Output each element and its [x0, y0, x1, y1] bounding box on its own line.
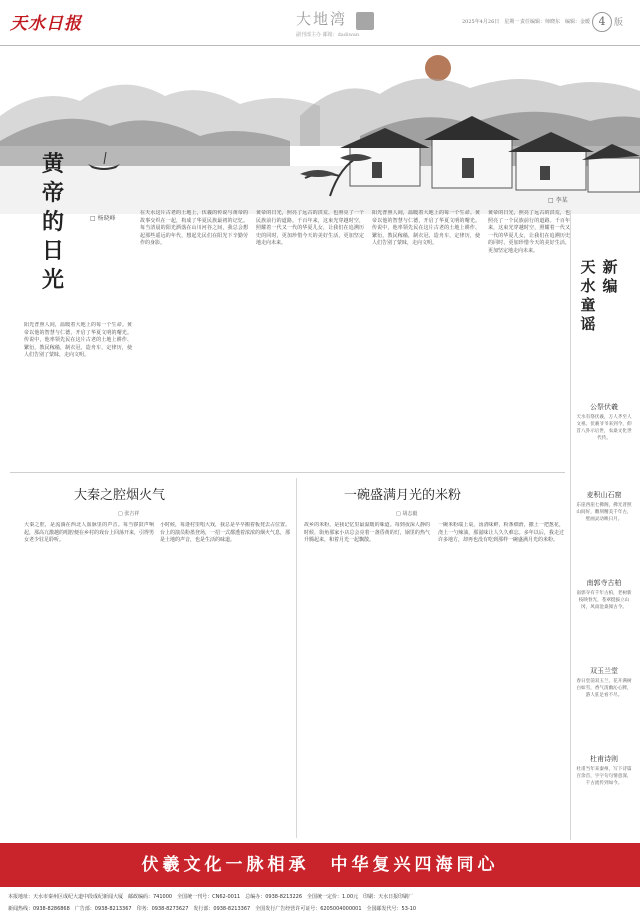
- paragraph: 大秦之腔，是流淌在西北人血脉里的声音。每当锣鼓声响起，那高亢激越的唱腔便在乡村的戏台上回荡开来，引得男女老少驻足聆听。: [24, 522, 154, 544]
- right-article-author: □ 李某: [548, 197, 568, 204]
- sidebar-poem: 天水有祭伏羲，万人齐至人文祖。伏羲爷爷来到今，仰首八卦示后世，农桑文化世代传。: [576, 415, 632, 441]
- main-article-title: 黄帝的日光: [41, 151, 64, 293]
- page-suffix: 版: [614, 18, 624, 28]
- footer-line-1: 本报地址：天水市秦州区成纪大道中段成纪新闻大厦 邮政编码：741000 全国统一刊号：CN62-0011 总编办：0938-8213226 全国统一定价：1.00元 印刷：天水日报印刷厂: [8, 894, 414, 900]
- landscape-drawing: [0, 46, 640, 214]
- main-article-body-col2: [140, 210, 248, 462]
- column-divider: [296, 478, 297, 838]
- sidebar-heading: 麦积山石窟: [586, 491, 622, 499]
- sidebar-poem: 南郭寺有千年古柏，老树新枝映春光，苍翠挺拔立山冈，风雨沧桑阅古今。: [576, 591, 632, 610]
- section-subtitle: 副刊部主办 邮箱：dadiwan: [296, 32, 360, 38]
- sidebar-rhymes: [576, 402, 636, 842]
- main-article-body-col3: [256, 210, 364, 462]
- paragraph: 阳光普照人间，温暖着大地上的每一个生命。黄帝以他的智慧与仁德，开启了华夏文明的曙光。传说中，他率领先民在这片古老的土地上耕作、繁衍，教民稼穑，制衣冠，造舟车，定律历，使人们告别了蒙昧，走向文明。: [24, 322, 132, 359]
- issue-date: 2025年4月26日 星期一: [462, 19, 520, 25]
- sub-article-2-col1: [304, 522, 430, 838]
- right-article-title-line2: 天水童谣: [580, 258, 596, 333]
- paragraph: 一碗米粉端上桌，汤清味鲜，粉条细滑，撒上一把葱花，浇上一勺辣油，那滋味让人久久难忘。多年以后，我走过许多地方，却再也没有吃到那样一碗盛满月光的米粉。: [438, 522, 564, 544]
- sidebar-heading: 双玉兰堂: [590, 667, 618, 675]
- paragraph: 小时候，每逢村里唱大戏，我总是早早搬着板凳去占位置。台上的演员粉墨登场，一招一式都透着浓浓的烟火气息，那是土地的声音，也是生活的味道。: [160, 522, 290, 544]
- masthead: [0, 0, 640, 46]
- sidebar-divider: [570, 210, 571, 840]
- sub-article-1-title: 大秦之腔烟火气: [74, 488, 166, 503]
- footer: [0, 887, 640, 918]
- paper-name: 天水日报: [10, 14, 82, 34]
- section-logo-icon: [356, 12, 374, 30]
- sub-article-2-col2: [438, 522, 564, 838]
- main-article-body-col4: [372, 210, 480, 462]
- section-name: 大地湾: [296, 10, 348, 28]
- sub-article-2-title: 一碗盛满月光的米粉: [344, 488, 462, 503]
- sub-article-1-col2: [160, 522, 290, 838]
- section-divider: [10, 472, 565, 473]
- sidebar-heading: 公祭伏羲: [590, 403, 618, 411]
- main-article-body-col1: [24, 322, 132, 462]
- page-number: 4: [592, 12, 612, 32]
- paragraph: 阳光普照人间，温暖着大地上的每一个生命。黄帝以他的智慧与仁德，开启了华夏文明的曙光。传说中，他率领先民在这片古老的土地上耕作、繁衍，教民稼穑，制衣冠，造舟车，定律历，使人们告别了蒙昧，走向文明。: [372, 210, 480, 247]
- right-article-body: [488, 210, 570, 462]
- right-article-title-line1: 新编: [602, 258, 618, 295]
- sidebar-heading: 杜甫诗则: [590, 755, 618, 763]
- paragraph: 黄帝的日光，照亮了远古的洪荒，也照亮了一个民族前行的道路。千百年来，这束光穿越时空，照耀着一代又一代的华夏儿女，让我们在追溯历史的同时，更加珍惜今天的美好生活，更加坚定地走向未来。: [256, 210, 364, 247]
- paragraph: 在天水这片古老的土地上，伏羲的传说与黄帝的故事交织在一起，构成了华夏民族最初的记忆。每当清晨的阳光洒落在山川河谷之间，我总会想起那些遥远的年代，想起先民们在阳光下辛勤劳作的身影。: [140, 210, 248, 247]
- sub-article-1-author: □ 张吉祥: [118, 511, 140, 517]
- paragraph: 故乡的米粉，是我记忆里最温暖的味道。每到夜深人静的时候，街角那家小店总会亮着一盏昏黄的灯，锅里的热气升腾起来，和着月光一起飘散。: [304, 522, 430, 544]
- sidebar-poem: 杜甫当年来秦州，写下诗篇百余首，字字句句情意深，千古流传到如今。: [576, 767, 632, 786]
- sun-icon: [425, 55, 451, 81]
- sidebar-heading: 南郭寺古柏: [586, 579, 622, 587]
- editor-credits: 责任编辑：师晓东 编辑：金暖: [520, 19, 591, 25]
- sidebar-poem: 春日堂前双玉兰，花开满树白如雪，香气清幽沁心脾，游人驻足看不尽。: [576, 679, 632, 698]
- paragraph: 黄帝的日光，照亮了远古的洪荒，也照亮了一个民族前行的道路。千百年来，这束光穿越时空，照耀着一代又一代的华夏儿女，让我们在追溯历史的同时，更加珍惜今天的美好生活，更加坚定地走向未来。: [488, 210, 570, 254]
- footer-line-2: 新闻热线：0938-8286868 广告部：0938-8213367 印务：0938-8273627 发行部：0938-8213367 全国发行广告经营许可证号：6205004000001 全国邮发代号：53-10: [8, 906, 417, 912]
- sub-article-1-col1: [24, 522, 154, 838]
- main-article-author: □ 杨晓峰: [90, 215, 116, 222]
- slogan-banner: 伏羲文化一脉相承 中华复兴四海同心: [0, 843, 640, 887]
- sub-article-2-author: □ 胡志毅: [396, 511, 418, 517]
- sidebar-poem: 东崖西崖七佛阁，佛光普照山间好，雕刻精美千年古，壁画灵动映日月。: [576, 503, 632, 522]
- ink-landscape-illustration: [0, 46, 640, 214]
